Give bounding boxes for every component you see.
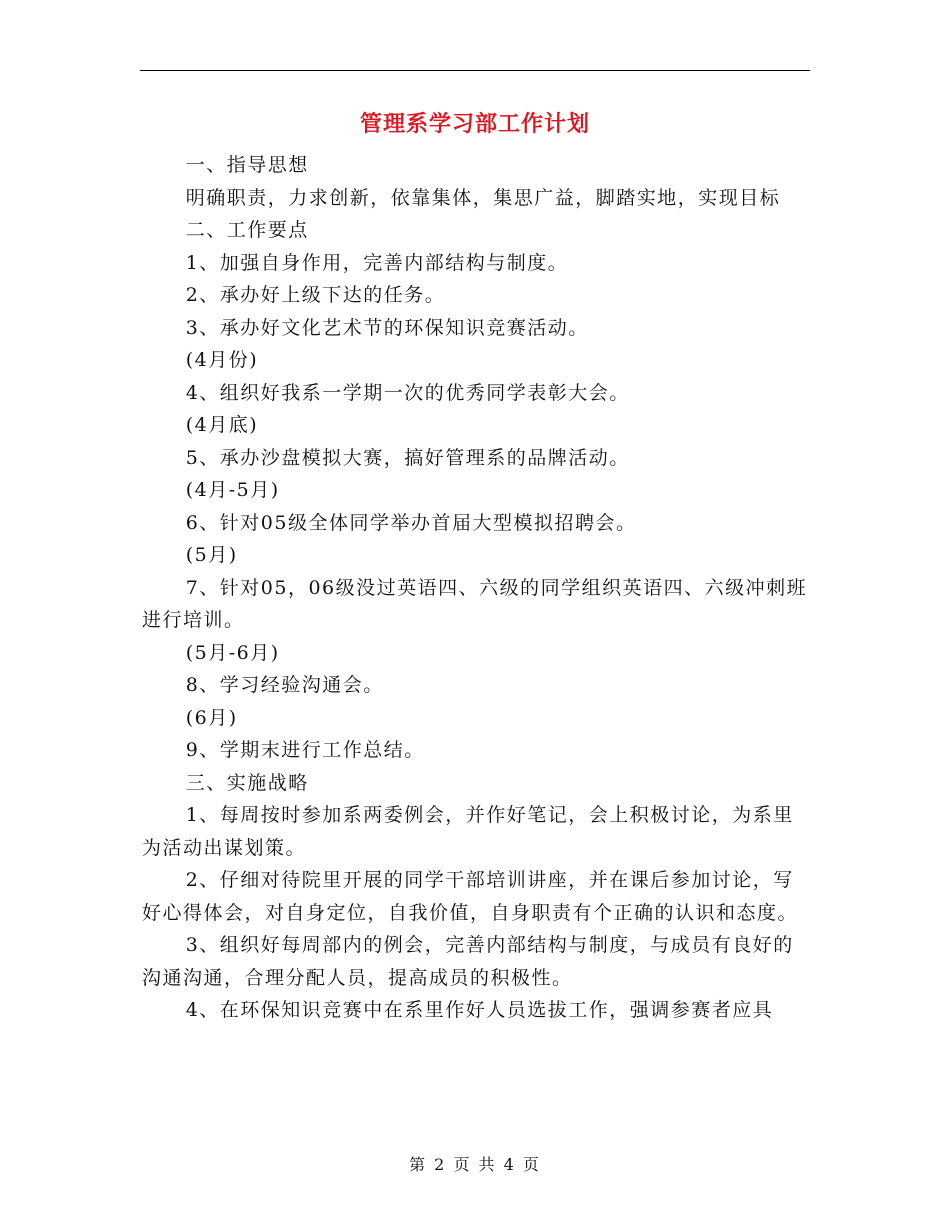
document-title: 管理系学习部工作计划 <box>359 111 590 137</box>
list-item: 4、在环保知识竞赛中在系里作好人员选拔工作，强调参赛者应具 <box>185 999 774 1021</box>
section-heading-guiding-thought: 一、指导思想 <box>185 154 309 176</box>
paragraph: 明确职责，力求创新，依靠集体，集思广益，脚踏实地，实现目标 <box>185 186 781 209</box>
header-rule <box>140 70 810 71</box>
list-item: 1、加强自身作用，完善内部结构与制度。 <box>185 251 569 274</box>
list-item: 2、承办好上级下达的任务。 <box>185 284 446 306</box>
list-item: 1、每周按时参加系两委例会，并作好笔记，会上积极讨论，为系里为活动出谋划策。 <box>142 804 794 859</box>
list-item: 5、承办沙盘模拟大赛，搞好管理系的品牌活动。 <box>185 446 630 469</box>
document-body <box>142 149 810 1027</box>
list-item: 4、组织好我系一学期一次的优秀同学表彰大会。 <box>185 381 630 404</box>
section-heading-key-points: 二、工作要点 <box>185 219 309 241</box>
schedule-note: (4月份) <box>185 349 259 371</box>
schedule-note: (6月) <box>185 706 238 729</box>
page-number-footer: 第 2 页 共 4 页 <box>409 1155 541 1174</box>
schedule-note: (4月底) <box>185 414 259 436</box>
list-item: 2、仔细对待院里开展的同学干部培训讲座，并在课后参加讨论，写好心得体会，对自身定位，自我价值，自身职责有个正确的认识和态度。 <box>142 869 799 924</box>
list-item: 9、学期末进行工作总结。 <box>185 739 425 761</box>
list-item: 8、学习经验沟通会。 <box>185 674 384 696</box>
schedule-note: (4月-5月) <box>185 479 280 501</box>
list-item: 7、针对05，06级没过英语四、六级的同学组织英语四、六级冲刺班进行培训。 <box>142 576 808 631</box>
schedule-note: (5月) <box>185 544 238 566</box>
section-heading-strategy: 三、实施战略 <box>185 771 309 794</box>
list-item: 3、承办好文化艺术节的环保知识竞赛活动。 <box>185 316 589 339</box>
list-item: 3、组织好每周部内的例会，完善内部结构与制度，与成员有良好的沟通沟通，合理分配人员，提高成员的积极性。 <box>142 934 794 989</box>
schedule-note: (5月-6月) <box>185 641 280 664</box>
list-item: 6、针对05级全体同学举办首届大型模拟招聘会。 <box>185 511 637 534</box>
